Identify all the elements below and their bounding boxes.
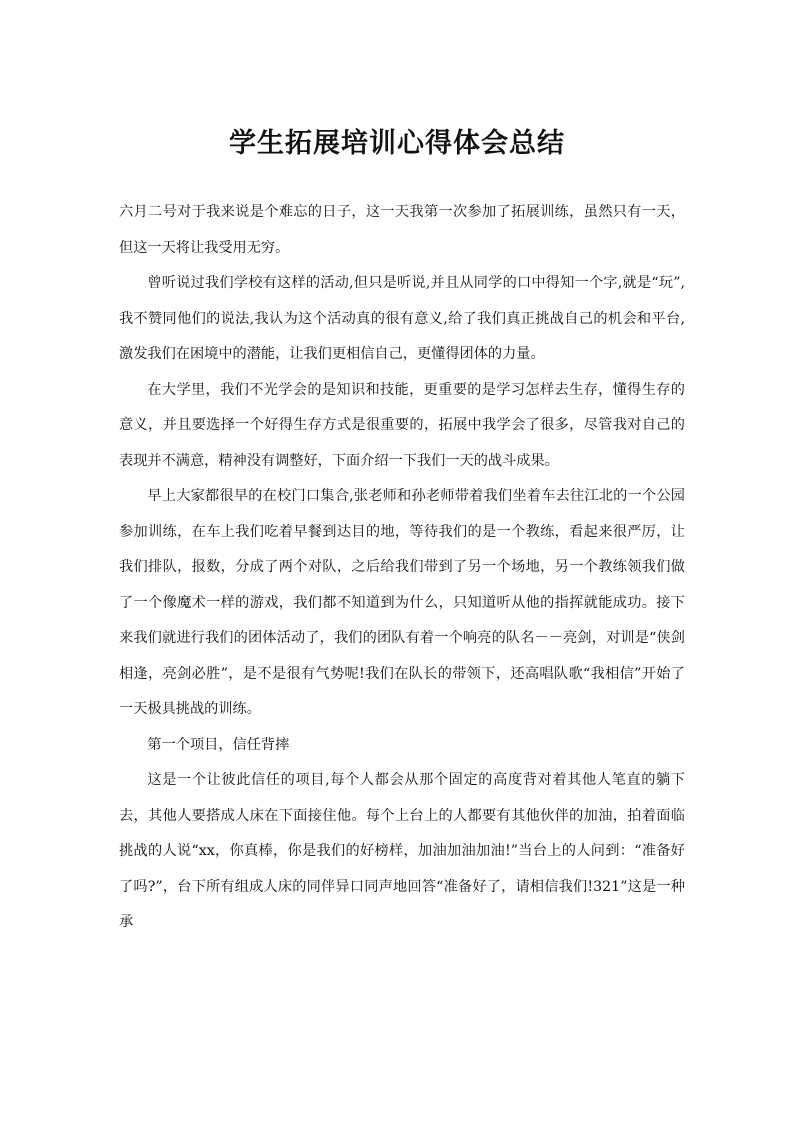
section-heading-trust-fall: 第一个项目，信任背摔	[147, 736, 290, 753]
paragraph-6: 这是一个让彼此信任的项目,每个人都会从那个固定的高度背对着其他人笔直的躺下去，其他人要搭成人床在下面接住他。每个上台上的人都要有其他伙伴的加油，拍着面临挑战的人说“xx，你真棒，你是我们的好榜样，加油加油加油!”当台上的人问到：“准备好了吗?”，台下所有组成人床的同伴异口同声地回答“准备好了，请相信我们!321”这是一种承	[119, 772, 685, 930]
document-body	[119, 195, 685, 941]
paragraph-1: 六月二号对于我来说是个难忘的日子，这一天我第一次参加了拓展训练，虽然只有一天，但这一天将让我受用无穷。	[119, 204, 685, 256]
paragraph-2: 曾听说过我们学校有这样的活动,但只是听说,并且从同学的口中得知一个字,就是“玩”,我不赞同他们的说法,我认为这个活动真的很有意义,给了我们真正挑战自己的机会和平台,激发我们在困境中的潜能，让我们更相信自己，更懂得团体的力量。	[119, 275, 685, 362]
document-title: 学生拓展培训心得体会总结	[229, 128, 565, 159]
paragraph-4: 早上大家都很早的在校门口集合,张老师和孙老师带着我们坐着车去往江北的一个公园参加训练，在车上我们吃着早餐到达目的地，等待我们的是一个教练，看起来很严厉，让我们排队，报数，分成了两个对队，之后给我们带到了另一个场地，另一个教练领我们做了一个像魔术一样的游戏，我们都不知道到为什么，只知道听从他的指挥就能成功。接下来我们就进行我们的团体活动了，我们的团队有着一个响亮的队名－－亮剑，对训是“侠剑相逢，亮剑必胜”，是不是很有气势呢!我们在队长的带领下，还高唱队歌“我相信”开始了一天极具挑战的训练。	[119, 488, 685, 717]
paragraph-3: 在大学里，我们不光学会的是知识和技能，更重要的是学习怎样去生存，懂得生存的意义，并且要选择一个好得生存方式是很重要的，拓展中我学会了很多，尽管我对自己的表现并不满意，精神没有调整好，下面介绍一下我们一天的战斗成果。	[119, 381, 685, 469]
